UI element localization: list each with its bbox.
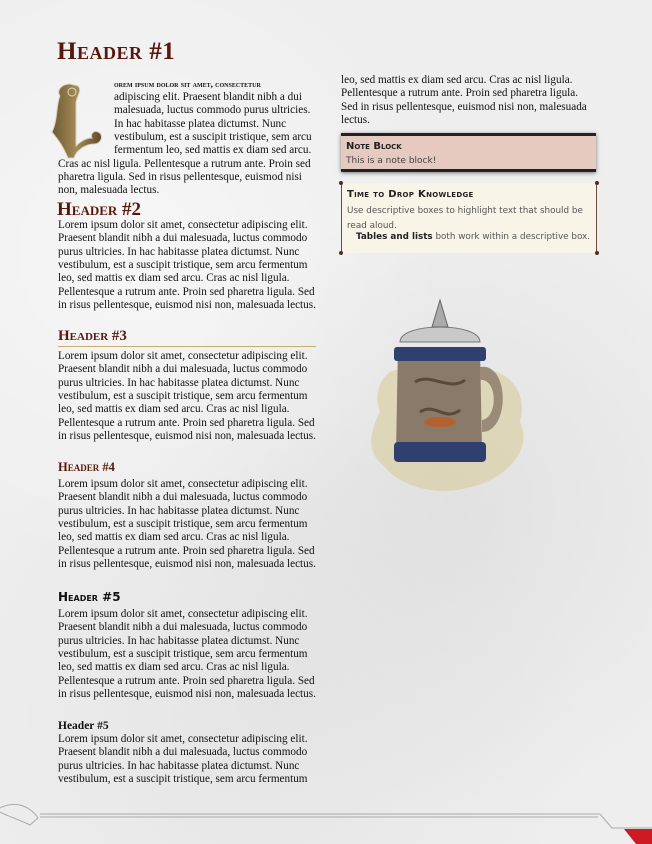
paragraph-continued: leo, sed mattis ex diam sed arcu. Cras ac nisl ligula. Pellentesque a rutrum ante. Proin sed pharetra ligula. Sed in risus pellentesque, euismod nisi non, malesuada lectus. <box>341 74 587 127</box>
paragraph-1-text: adipiscing elit. Praesent blandit nibh a dui malesuada, luctus commodo purus ultricies. In hac habitasse platea dictumst. Nunc vestibulum, est a suscipit tristique, sem arcu fermentum leo, sed mattis ex diam sed arcu. Cras ac nisl ligula. Pellentesque a rutrum ante. Proin sed pharetra ligula. Sed in risus pellentesque, euismod nisi non, malesuada lectus. <box>58 91 312 197</box>
paragraph-3: Lorem ipsum dolor sit amet, consectetur adipiscing elit. Praesent blandit nibh a dui malesuada, luctus commodo purus ultricies. In hac habitasse platea dictumst. Nunc vestibulum, est a suscipit tristique, sem arcu fermentum leo, sed mattis ex diam sed arcu. Cras ac nisl ligula. Pellentesque a rutrum ante. Proin sed pharetra ligula. Sed in risus pellentesque, euismod nisi non, malesuada lectus. <box>58 350 316 443</box>
paragraph-5: Lorem ipsum dolor sit amet, consectetur adipiscing elit. Praesent blandit nibh a dui malesuada, luctus commodo purus ultricies. In hac habitasse platea dictumst. Nunc vestibulum, est a suscipit tristique, sem arcu fermentum leo, sed mattis ex diam sed arcu. Cras ac nisl ligula. Pellentesque a rutrum ante. Proin sed pharetra ligula. Sed in risus pellentesque, euismod nisi non, malesuada lectus. <box>58 608 316 701</box>
header-1: Header #1 <box>57 38 176 65</box>
page-footer-decoration <box>0 800 652 844</box>
descriptive-box <box>341 183 597 253</box>
descriptive-title: Time to Drop Knowledge <box>347 189 474 200</box>
beer-stein-illustration <box>360 292 540 497</box>
paragraph-2: Lorem ipsum dolor sit amet, consectetur adipiscing elit. Praesent blandit nibh a dui malesuada, luctus commodo purus ultricies. In hac habitasse platea dictumst. Nunc vestibulum, est a suscipit tristique, sem arcu fermentum leo, sed mattis ex diam sed arcu. Cras ac nisl ligula. Pellentesque a rutrum ante. Proin sed pharetra ligula. Sed in risus pellentesque, euismod nisi non, malesuada lectus. <box>58 219 316 312</box>
paragraph-4: Lorem ipsum dolor sit amet, consectetur adipiscing elit. Praesent blandit nibh a dui malesuada, luctus commodo purus ultricies. In hac habitasse platea dictumst. Nunc vestibulum, est a suscipit tristique, sem arcu fermentum leo, sed mattis ex diam sed arcu. Cras ac nisl ligula. Pellentesque a rutrum ante. Proin sed pharetra ligula. Sed in risus pellentesque, euismod nisi non, malesuada lectus. <box>58 478 316 571</box>
descriptive-bold: Tables and lists <box>356 232 433 242</box>
descriptive-rest: both work within a descriptive box. <box>432 232 591 242</box>
header-6: Header #5 <box>58 720 109 732</box>
drop-cap-lead-text: orem ipsum dolor sit amet, consectetur <box>114 79 261 89</box>
paragraph-1-lead <box>114 78 316 91</box>
note-title: Note Block <box>346 141 402 152</box>
header-2: Header #2 <box>57 199 142 220</box>
header-5: Header #5 <box>58 590 121 604</box>
descriptive-tables-line <box>356 232 590 242</box>
note-block <box>341 133 596 172</box>
note-body: This is a note block! <box>346 156 437 166</box>
paragraph-1 <box>58 91 316 198</box>
descriptive-body: Use descriptive boxes to highlight text that should be read aloud. <box>347 206 583 231</box>
header-3: Header #3 <box>58 328 316 347</box>
header-4: Header #4 <box>58 460 115 474</box>
drop-cap-space <box>58 91 114 157</box>
paragraph-6: Lorem ipsum dolor sit amet, consectetur adipiscing elit. Praesent blandit nibh a dui malesuada, luctus commodo purus ultricies. In hac habitasse platea dictumst. Nunc vestibulum, est a suscipit tristique, sem arcu fermentum <box>58 733 308 786</box>
